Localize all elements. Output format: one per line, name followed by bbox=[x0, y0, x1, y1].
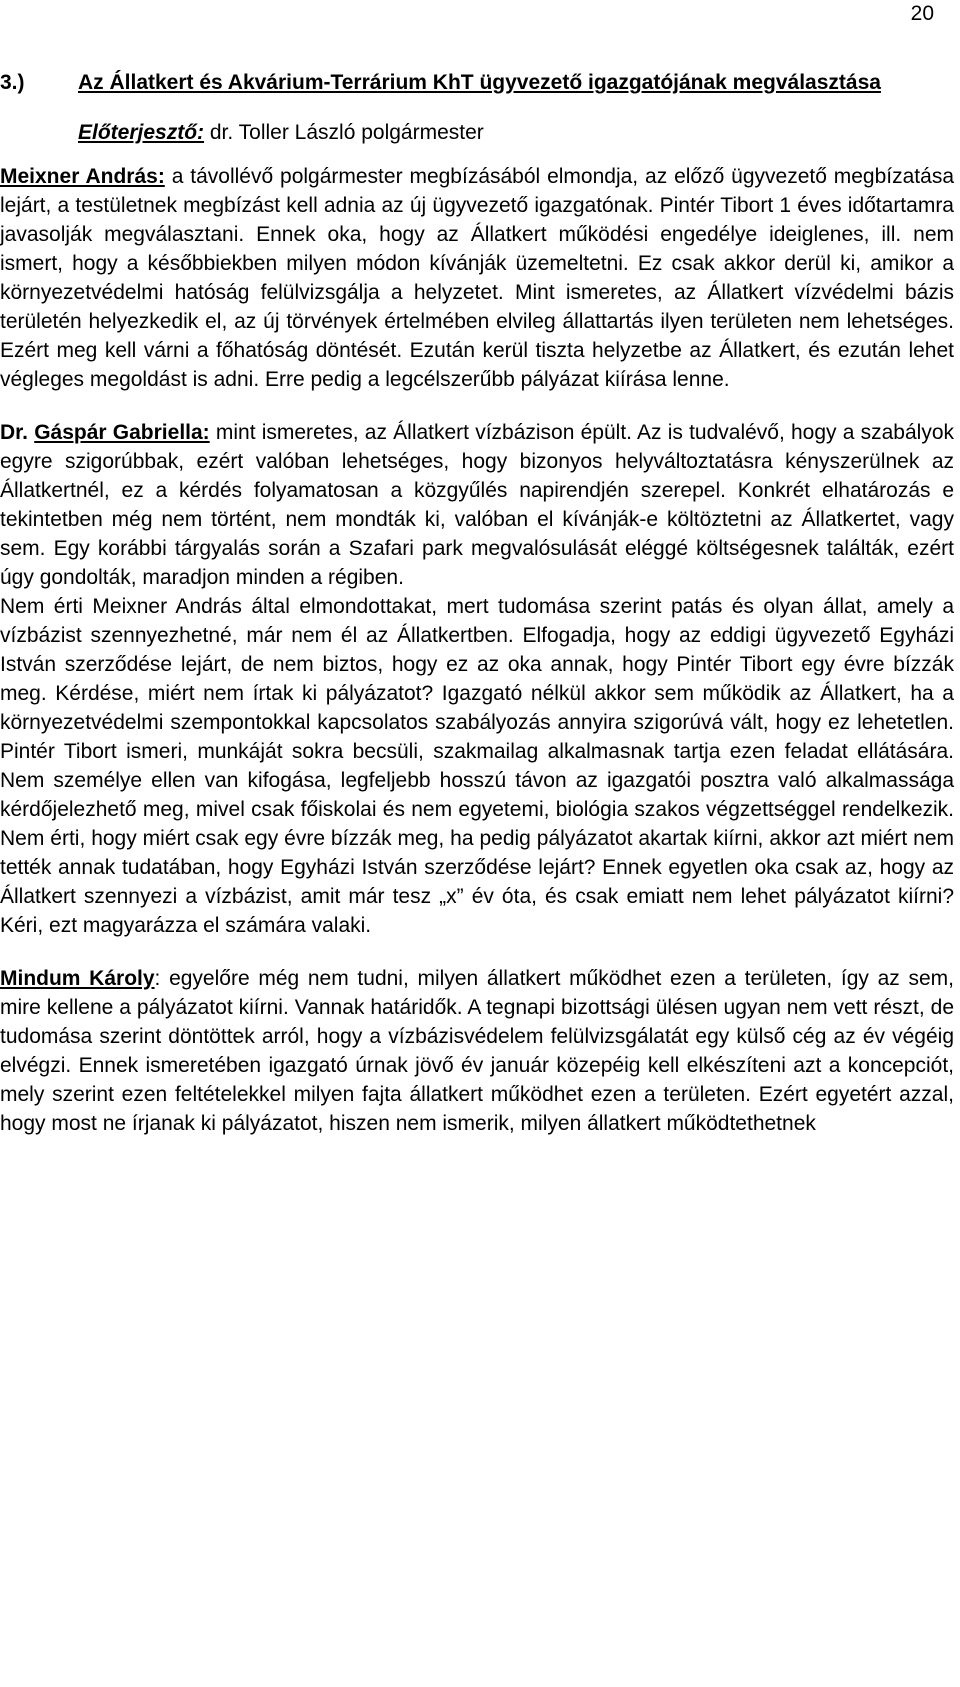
speaker-name: Gáspár Gabriella: bbox=[34, 421, 210, 444]
paragraph-text: Nem érti Meixner András által elmondottakat, mert tudomása szerint patás és olyan állat, amely a vízbázist szennyezhetné, már nem él az Állatkertben. Elfogadja, hogy az eddigi ügyvezető Egyházi István szerződése lejárt, de nem biztos, hogy ez az oka annak, hogy Pintér Tibort egy évre bízzák meg. Kérdése, miért nem írtak ki pályázatot? Igazgató nélkül akkor sem működik az Állatkert, ha a környezetvédelmi szempontokkal kapcsolatos szabályozás annyira szigorúvá vált, hogy ez lehetetlen. Pintér Tibort ismeri, munkáját sokra becsüli, szakmailag alkalmasnak tartja ezen feladat ellátására. Nem személye ellen van kifogása, legfeljebb hosszú távon az igazgatói posztra való alkalmassága kérdőjelezhető meg, mivel csak főiskolai és nem egyetemi, biológia szakos végzettséggel rendelkezik. Nem érti, hogy miért csak egy évre bízzák meg, ha pedig pályázatot akartak kiírni, akkor azt miért nem tették annak tudatában, hogy Egyházi István szerződése lejárt? Ennek egyetlen oka csak az, hogy az Állatkert szennyezi a vízbázist, amit már tesz „x” év óta, és csak emiatt nem lehet pályázatot kiírni? Kéri, ezt magyarázza el számára valaki. bbox=[0, 595, 954, 937]
paragraph-mindum bbox=[0, 964, 954, 1138]
document-body bbox=[0, 68, 954, 1138]
presenter-name: dr. Toller László polgármester bbox=[204, 121, 484, 144]
presenter-line bbox=[78, 118, 954, 147]
speaker-prefix: Dr. bbox=[0, 421, 35, 444]
presenter-label: Előterjesztő: bbox=[78, 121, 205, 144]
section-number: 3.) bbox=[0, 71, 25, 94]
section-heading bbox=[0, 68, 954, 97]
paragraph-text: a távollévő polgármester megbízásából elmondja, az előző ügyvezető megbízatása lejárt, a testületnek megbízást kell adnia az új ügyvezető igazgatónak. Pintér Tibort 1 éves időtartamra javasolják megválasztani. Ennek oka, hogy az Állatkert működési engedélye ideiglenes, ill. nem ismert, hogy a későbbiekben milyen módon kívánják üzemeltetni. Ez csak akkor derül ki, amikor a környezetvédelmi hatóság felülvizsgálja a helyzetet. Mint ismeretes, az Állatkert vízvédelmi bázis területén helyezkedik el, az új törvények értelmében elvileg állattartás ilyen területen nem lehetséges. Ezért meg kell várni a főhatóság döntését. Ezután kerül tiszta helyzetbe az Állatkert, és ezután lehet végleges megoldást is adni. Erre pedig a legcélszerűbb pályázat kiírása lenne. bbox=[0, 165, 954, 391]
speaker-name: Mindum Károly bbox=[0, 967, 155, 990]
paragraph-text: mint ismeretes, az Állatkert vízbázison épült. Az is tudvalévő, hogy a szabályok egyre szigorúbbak, ezért valóban lehetséges, hogy bizonyos helyváltoztatásra kényszerülnek az Állatkertnél, ez a kérdés folyamatosan a közgyűlés napirendjén szerepel. Konkrét elhatározás e tekintetben még nem történt, nem mondták ki, valóban el kívánják-e költöztetni az Állatkertet, vagy sem. Egy korábbi tárgyalás során a Szafari park megvalósulását eléggé költségesnek találták, ezért úgy gondolták, maradjon minden a régiben. bbox=[0, 421, 954, 589]
paragraph-text: : egyelőre még nem tudni, milyen állatkert működhet ezen a területen, így az sem, mire kellene a pályázatot kiírni. Vannak határidők. A tegnapi bizottsági ülésen ugyan nem vett részt, de tudomása szerint döntöttek arról, hogy a vízbázisvédelem felülvizsgálatát egy külső cég az év végéig elvégzi. Ennek ismeretében igazgató úrnak jövő év január közepéig kell elkészíteni azt a koncepciót, mely szerint ezen feltételekkel milyen fajta állatkert működhet ezen a területen. Ezért egyetért azzal, hogy most ne írjanak ki pályázatot, hiszen nem ismerik, milyen állatkert működtethetnek bbox=[0, 967, 954, 1135]
paragraph-gaspar-continued bbox=[0, 592, 954, 940]
section-title: Az Állatkert és Akvárium-Terrárium KhT ügyvezető igazgatójának megválasztása bbox=[78, 71, 881, 94]
paragraph-gaspar bbox=[0, 418, 954, 592]
page-number: 20 bbox=[910, 2, 934, 25]
paragraph-meixner bbox=[0, 162, 954, 394]
speaker-name: Meixner András: bbox=[0, 165, 165, 188]
